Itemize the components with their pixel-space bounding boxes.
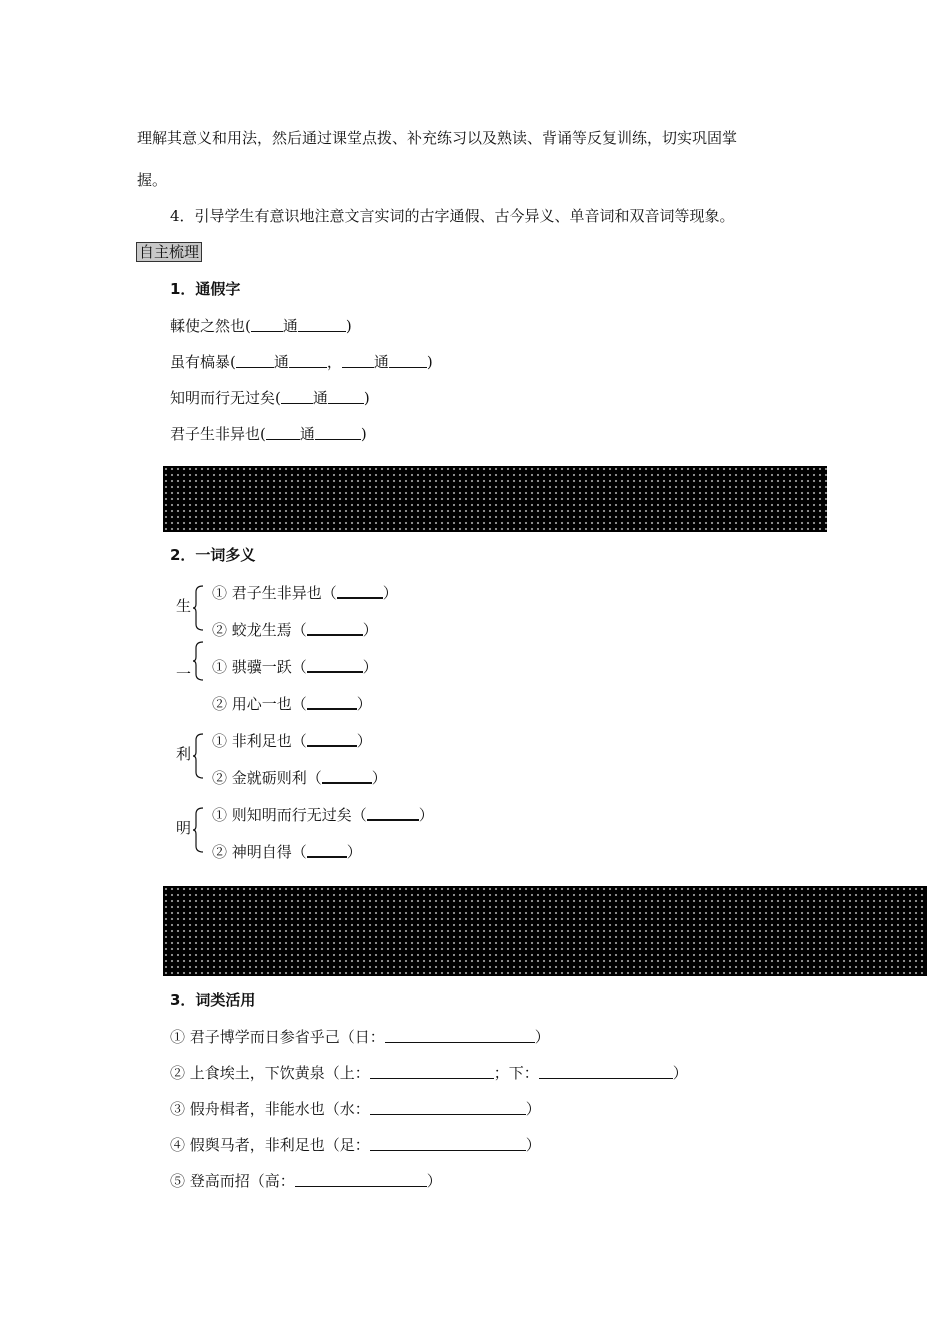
answer-blank[interactable] <box>266 424 300 440</box>
answer-blank[interactable] <box>298 316 346 332</box>
polysemy-item <box>212 619 378 640</box>
answer-blank[interactable] <box>307 693 357 710</box>
brace-icon <box>192 640 202 682</box>
item-text: 通 <box>373 353 389 371</box>
answer-blank[interactable] <box>389 352 427 368</box>
item-text: ） <box>382 584 398 602</box>
answer-blank[interactable] <box>370 1099 526 1115</box>
polysemy-char: 明 <box>176 819 192 837</box>
answer-blank[interactable] <box>322 767 372 784</box>
item-text: ） <box>346 843 362 861</box>
polysemy-item <box>212 767 387 788</box>
huoyong-item-3 <box>170 1099 541 1119</box>
intro-line-2: 握。 <box>137 171 168 189</box>
answer-blank[interactable] <box>342 352 374 368</box>
item-text: ③ 假舟楫者，非能水也（水： <box>170 1100 370 1118</box>
answer-blank[interactable] <box>337 582 383 599</box>
item-text: 知明而行无过矣( <box>170 389 281 407</box>
answer-blank[interactable] <box>307 656 363 673</box>
item-text: ） <box>371 769 387 787</box>
answer-blank[interactable] <box>307 619 363 636</box>
item-text: ） <box>362 621 378 639</box>
item-text: ④ 假舆马者，非利足也（足： <box>170 1136 370 1154</box>
answer-blank[interactable] <box>289 352 327 368</box>
redacted-answer-block <box>163 466 827 532</box>
polysemy-item <box>212 582 398 603</box>
item-text: 通 <box>299 425 315 443</box>
item-text: 通 <box>312 389 328 407</box>
brace-icon <box>192 732 202 780</box>
item-text: ② 神明自得（ <box>212 843 307 861</box>
heading-cileihuoyong: 3．词类活用 <box>170 991 256 1009</box>
answer-blank[interactable] <box>307 730 357 747</box>
polysemy-char: 生 <box>176 597 192 615</box>
answer-blank[interactable] <box>281 388 313 404</box>
item-text: ） <box>672 1064 688 1082</box>
answer-blank[interactable] <box>251 316 283 332</box>
item-text: ① 则知明而行无过矣（ <box>212 806 367 824</box>
item-text: ) <box>360 425 367 443</box>
heading-tongjiazi: 1．通假字 <box>170 280 241 298</box>
brace-icon <box>192 806 202 854</box>
item-text: ② 金就砺则利（ <box>212 769 322 787</box>
polysemy-item <box>212 693 372 714</box>
answer-blank[interactable] <box>539 1063 673 1079</box>
brace-icon <box>192 584 202 632</box>
intro-line-1: 理解其意义和用法，然后通过课堂点拨、补充练习以及熟读、背诵等反复训练，切实巩固掌 <box>137 129 738 147</box>
tongjia-item-2 <box>170 352 433 372</box>
answer-blank[interactable] <box>328 388 364 404</box>
item-text: ） <box>418 806 434 824</box>
item-text: 通 <box>273 353 289 371</box>
item-text: 通 <box>282 317 298 335</box>
item-text: 虽有槁暴( <box>170 353 236 371</box>
polysemy-item <box>212 841 362 862</box>
item-text: ② 用心一也（ <box>212 695 307 713</box>
item-text: ；下： <box>493 1064 539 1082</box>
item-text: ① 骐骥一跃（ <box>212 658 307 676</box>
tongjia-item-3 <box>170 388 370 408</box>
item-text: 君子生非异也( <box>170 425 266 443</box>
item-text: ② 蛟龙生焉（ <box>212 621 307 639</box>
redacted-answer-block <box>163 886 927 976</box>
answer-blank[interactable] <box>307 841 347 858</box>
section-tag: 自主梳理 <box>136 242 202 262</box>
item-text: ① 君子生非异也（ <box>212 584 337 602</box>
polysemy-item <box>212 656 378 677</box>
item-text: ① 非利足也（ <box>212 732 307 750</box>
item-text: ⑤ 登高而招（高： <box>170 1172 295 1190</box>
answer-blank[interactable] <box>385 1027 535 1043</box>
answer-blank[interactable] <box>315 424 361 440</box>
intro-item-4: 4．引导学生有意识地注意文言实词的古字通假、古今异义、单音词和双音词等现象。 <box>170 207 735 225</box>
heading-yiciduoyi: 2．一词多义 <box>170 546 256 564</box>
item-text: ） <box>534 1028 550 1046</box>
item-text: ） <box>356 695 372 713</box>
item-text: ) <box>345 317 352 335</box>
polysemy-char: 一 <box>176 665 192 683</box>
polysemy-item <box>212 804 434 825</box>
item-text: 輮使之然也( <box>170 317 251 335</box>
item-text: ） <box>356 732 372 750</box>
answer-blank[interactable] <box>367 804 419 821</box>
item-text: ） <box>525 1100 541 1118</box>
polysemy-char: 利 <box>176 745 192 763</box>
answer-blank[interactable] <box>295 1171 427 1187</box>
item-text: ， <box>326 353 342 371</box>
item-text: ② 上食埃土，下饮黄泉（上： <box>170 1064 370 1082</box>
tongjia-item-1 <box>170 316 352 336</box>
answer-blank[interactable] <box>236 352 274 368</box>
huoyong-item-2 <box>170 1063 688 1083</box>
polysemy-item <box>212 730 372 751</box>
item-text: ） <box>525 1136 541 1154</box>
item-text: ) <box>363 389 370 407</box>
item-text: ） <box>362 658 378 676</box>
item-text: ① 君子博学而日参省乎己（日： <box>170 1028 385 1046</box>
item-text: ) <box>426 353 433 371</box>
answer-blank[interactable] <box>370 1063 494 1079</box>
huoyong-item-1 <box>170 1027 550 1047</box>
huoyong-item-5 <box>170 1171 442 1191</box>
huoyong-item-4 <box>170 1135 541 1155</box>
item-text: ） <box>426 1172 442 1190</box>
answer-blank[interactable] <box>370 1135 526 1151</box>
tongjia-item-4 <box>170 424 367 444</box>
